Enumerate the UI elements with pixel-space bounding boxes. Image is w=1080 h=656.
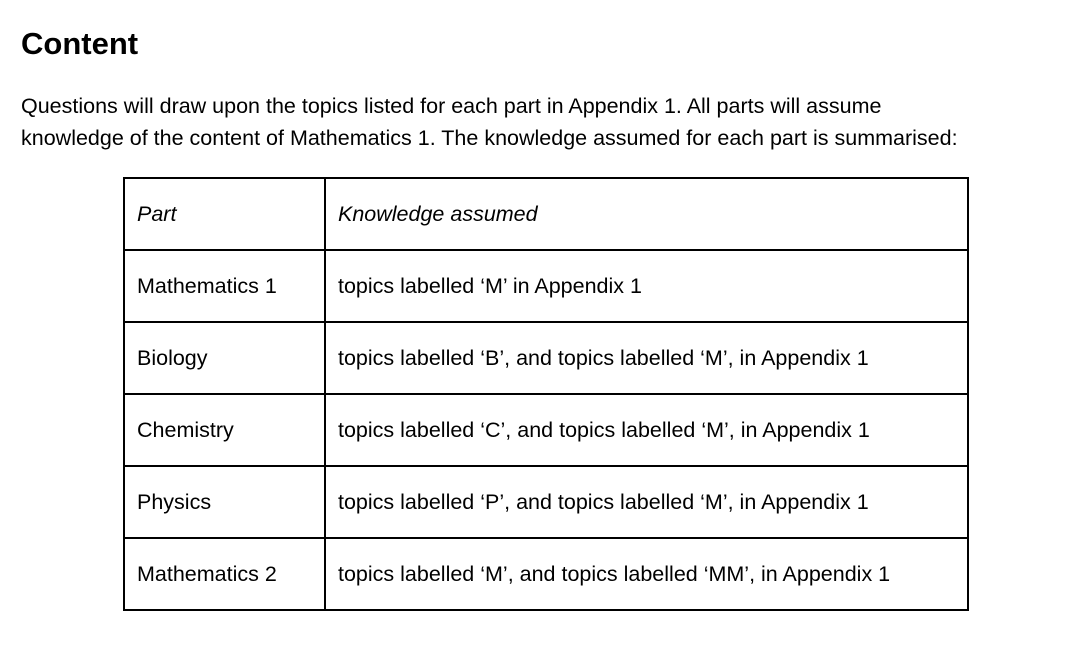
table-header-row [124,178,968,250]
knowledge-cell: topics labelled ‘C’, and topics labelled ‘M’, in Appendix 1 [325,394,968,466]
table-row [124,466,968,538]
part-cell: Mathematics 2 [124,538,325,610]
table-row [124,322,968,394]
knowledge-table [123,177,969,611]
intro-line: Questions will draw upon the topics listed for each part in Appendix 1. All parts will assume [21,94,882,118]
table-row [124,394,968,466]
header-part: Part [124,178,325,250]
knowledge-cell: topics labelled ‘P’, and topics labelled ‘M’, in Appendix 1 [325,466,968,538]
header-knowledge-assumed: Knowledge assumed [325,178,968,250]
section-heading: Content [21,26,139,61]
intro-paragraph [21,90,1071,154]
part-cell: Biology [124,322,325,394]
part-cell: Physics [124,466,325,538]
table-row [124,250,968,322]
intro-line: knowledge of the content of Mathematics 1. The knowledge assumed for each part is summarised: [21,126,958,150]
table-row [124,538,968,610]
knowledge-cell: topics labelled ‘M’ in Appendix 1 [325,250,968,322]
part-cell: Mathematics 1 [124,250,325,322]
part-cell: Chemistry [124,394,325,466]
knowledge-cell: topics labelled ‘B’, and topics labelled ‘M’, in Appendix 1 [325,322,968,394]
knowledge-cell: topics labelled ‘M’, and topics labelled ‘MM’, in Appendix 1 [325,538,968,610]
